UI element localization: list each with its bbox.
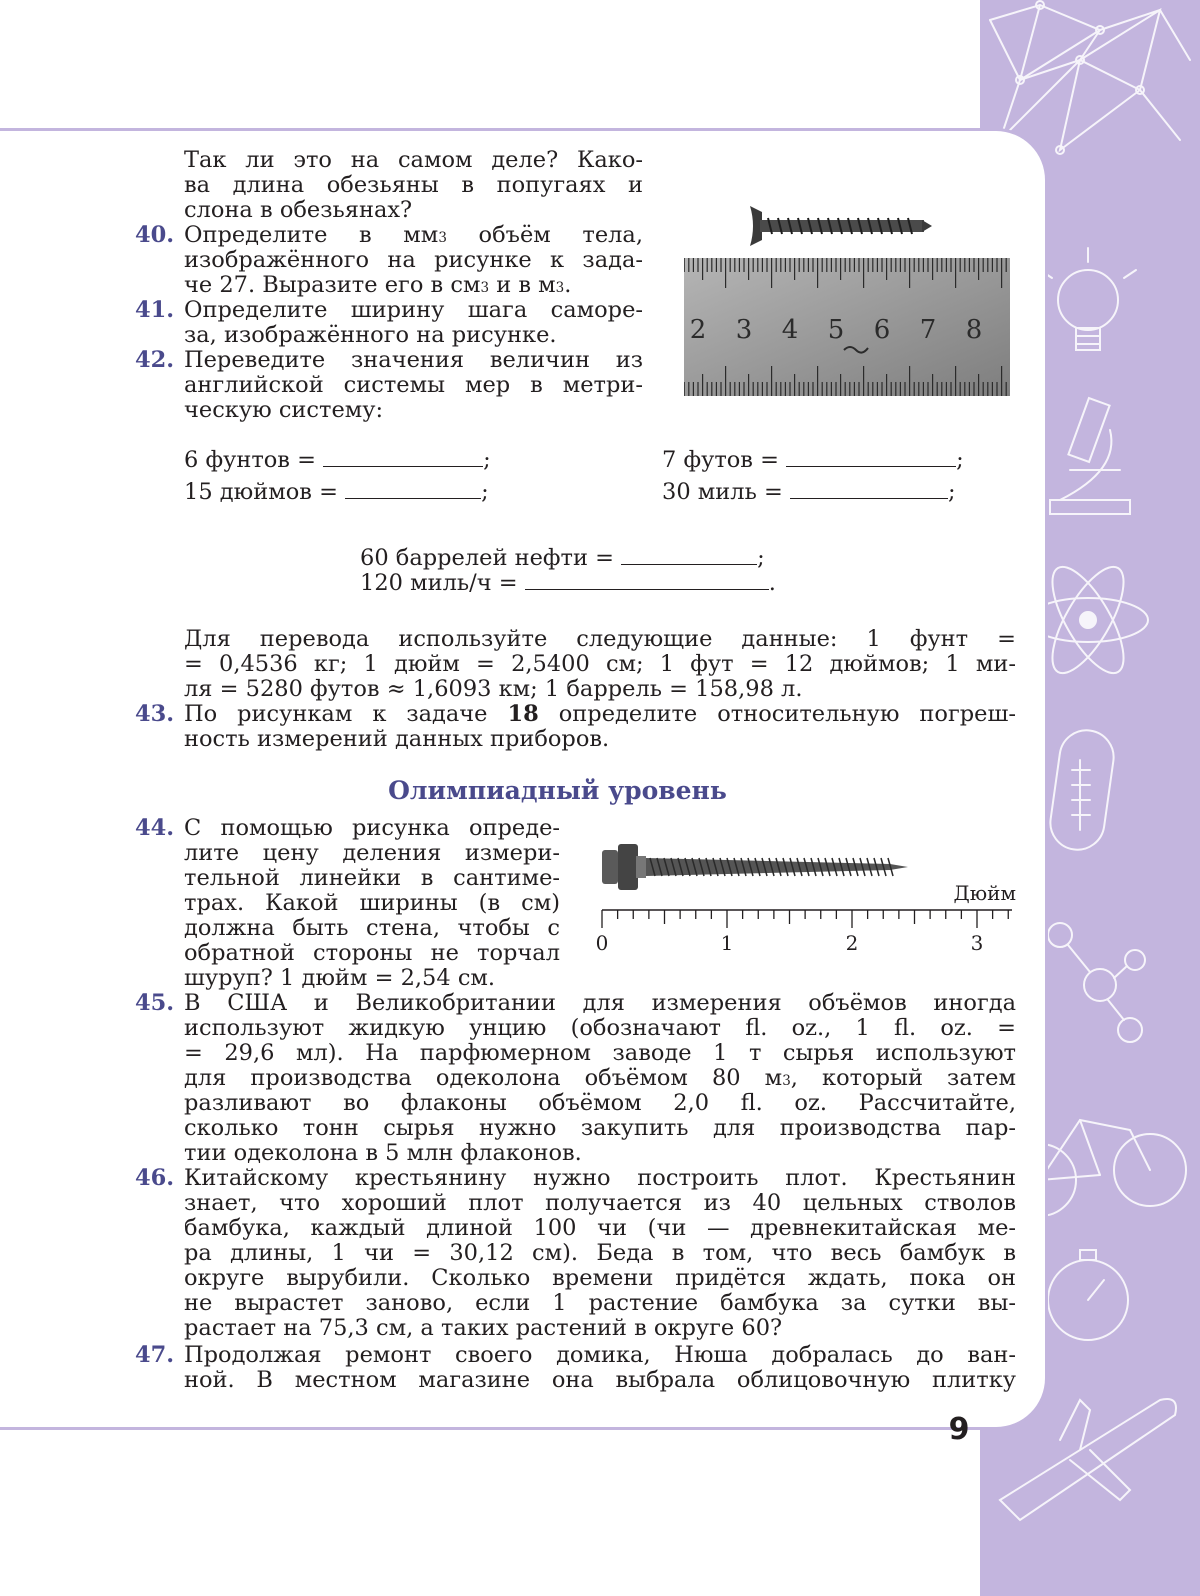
conversion-data-line-1: Для перевода используйте следующие данные: 1 фунт = bbox=[184, 627, 1016, 652]
problem-45-line: тии одеколона в 5 млн флаконов. bbox=[184, 1140, 582, 1166]
geometry-mesh-icon bbox=[990, 1, 1190, 154]
problem-number-45: 45. bbox=[135, 990, 175, 1016]
section-heading: Олимпиадный уровень bbox=[388, 776, 727, 805]
problem-42-line-3: ческую систему: bbox=[184, 397, 384, 423]
problem-number-42: 42. bbox=[135, 347, 175, 373]
ruler-label: 3 bbox=[735, 315, 753, 345]
problem-42-line-2: английской системы мер в метри- bbox=[184, 373, 643, 398]
problem-46-line: округе вырубили. Сколько времени придётся ждать, пока он bbox=[184, 1266, 1016, 1291]
page-number: 9 bbox=[948, 1412, 970, 1447]
answer-blank[interactable] bbox=[790, 480, 948, 499]
problem-44-line: трах. Какой ширины (в см) bbox=[184, 891, 560, 916]
inch-label: 2 bbox=[845, 931, 859, 955]
problem-45-line: В США и Великобритании для измерения объёмов иногда bbox=[184, 991, 1016, 1016]
problem-44-line: обратной стороны не торчал bbox=[184, 941, 560, 966]
problem-46-line: знает, что хороший плот получается из 40 цельных стволов bbox=[184, 1191, 1016, 1216]
ruler-label: 5 bbox=[827, 315, 845, 345]
problem-44-line: лите цену деления измери- bbox=[184, 841, 560, 866]
conversion-pounds: 6 фунтов = ; bbox=[184, 447, 491, 473]
stopwatch-icon bbox=[1048, 1250, 1128, 1340]
problem-46-line: растает на 75,3 см, а таких растений в округе 60? bbox=[184, 1315, 783, 1341]
problem-47-line: ной. В местном магазине она выбрала облицовочную плитку bbox=[184, 1368, 1016, 1393]
unit-label: Дюйм bbox=[953, 881, 1016, 905]
conversion-data-line-3: ля = 5280 футов ≈ 1,6093 км; 1 баррель = 158,98 л. bbox=[184, 676, 803, 702]
problem-40-line-3: че 27. Выразите его в $см^3$ и в $м^3$. bbox=[184, 272, 572, 298]
molecule-icon bbox=[1048, 923, 1145, 1042]
answer-blank[interactable] bbox=[786, 448, 956, 467]
problem-40-line-2: изображённого на рисунке к зада- bbox=[184, 248, 643, 273]
conversion-feet: 7 футов = ; bbox=[662, 447, 964, 473]
conversion-inches: 15 дюймов = ; bbox=[184, 479, 489, 505]
problem-number-43: 43. bbox=[135, 701, 175, 727]
conversion-data-line-2: = 0,4536 кг; 1 дюйм = 2,5400 см; 1 фут = 12 дюймов; 1 ми- bbox=[184, 652, 1016, 677]
conversion-speed: 120 миль/ч = . bbox=[360, 570, 776, 596]
problem-45-line: сколько тонн сырья нужно закупить для производства пар- bbox=[184, 1116, 1016, 1141]
ruler-label: 2 bbox=[689, 315, 707, 345]
problem-41-line-2: за, изображённого на рисунке. bbox=[184, 322, 557, 348]
problem-number-44: 44. bbox=[135, 815, 175, 841]
problem-46-line: бамбука, каждый длиной 100 чи (чи — древнекитайская ме- bbox=[184, 1216, 1016, 1241]
conversion-miles: 30 миль = ; bbox=[662, 479, 956, 505]
ruler-label: 8 bbox=[965, 315, 983, 345]
inch-label: 0 bbox=[595, 931, 609, 955]
inch-label: 3 bbox=[970, 931, 984, 955]
problem-44-line: С помощью рисунка опреде- bbox=[184, 816, 560, 841]
problem-number-41: 41. bbox=[135, 297, 175, 323]
microscope-icon bbox=[1050, 398, 1130, 514]
inch-ruler-figure bbox=[590, 828, 1020, 958]
answer-blank[interactable] bbox=[345, 480, 481, 499]
problem-42-line-1: Переведите значения величин из bbox=[184, 348, 643, 373]
problem-41-line-1: Определите ширину шага саморе- bbox=[184, 298, 643, 323]
answer-blank[interactable] bbox=[525, 571, 769, 590]
inch-label: 1 bbox=[720, 931, 734, 955]
problem-43-line-2: ность измерений данных приборов. bbox=[184, 726, 610, 752]
metric-ruler-image bbox=[684, 258, 1010, 396]
ruler-label: 4 bbox=[781, 315, 799, 345]
problem-40-line-1: Определите в $мм^3$ объём тела, bbox=[184, 223, 643, 248]
problem-45-line: разливают во флаконы объёмом 2,0 fl. oz. Рассчитайте, bbox=[184, 1091, 1016, 1116]
problem-45-line: используют жидкую унцию (обозначают fl. oz., 1 fl. oz. = bbox=[184, 1016, 1016, 1041]
problem-number-47: 47. bbox=[135, 1342, 175, 1368]
problem-45-line: = 29,6 мл). На парфюмерном заводе 1 т сырья используют bbox=[184, 1041, 1016, 1066]
wood-screw-image bbox=[602, 844, 908, 890]
self-tapping-screw-image bbox=[746, 200, 932, 252]
problem-45-line: для производства одеколона объёмом 80 $м^3$, который затем bbox=[184, 1066, 1016, 1091]
problem-44-line: тельной линейки в сантиме- bbox=[184, 866, 560, 891]
answer-blank[interactable] bbox=[323, 448, 483, 467]
answer-blank[interactable] bbox=[621, 546, 757, 565]
problem-47-line: Продолжая ремонт своего домика, Нюша добралась до ван- bbox=[184, 1343, 1016, 1368]
problem-46-line: ра длины, 1 чи = 30,12 см). Беда в том, что весь бамбук в bbox=[184, 1241, 1016, 1266]
problem-number-40: 40. bbox=[135, 222, 175, 248]
problem-46-line: не вырастет заново, если 1 растение бамбука за сутки вы- bbox=[184, 1291, 1016, 1316]
text-line: слона в обезьянах? bbox=[184, 197, 413, 223]
problem-44-line: должна быть стена, чтобы с bbox=[184, 916, 560, 941]
problem-44-line: шуруп? 1 дюйм = 2,54 см. bbox=[184, 965, 496, 991]
conversion-barrels: 60 баррелей нефти = ; bbox=[360, 545, 765, 571]
text-line: ва длина обезьяны в попугаях и bbox=[184, 173, 643, 198]
ruler-label: 7 bbox=[919, 315, 937, 345]
ruler-label: 6 bbox=[873, 315, 891, 345]
problem-46-line: Китайскому крестьянину нужно построить плот. Крестьянин bbox=[184, 1166, 1016, 1191]
problem-number-46: 46. bbox=[135, 1165, 175, 1191]
text-line: Так ли это на самом деле? Како- bbox=[184, 148, 643, 173]
problem-43-line-1: По рисункам к задаче 18 определите относительную погреш- bbox=[184, 702, 1016, 727]
